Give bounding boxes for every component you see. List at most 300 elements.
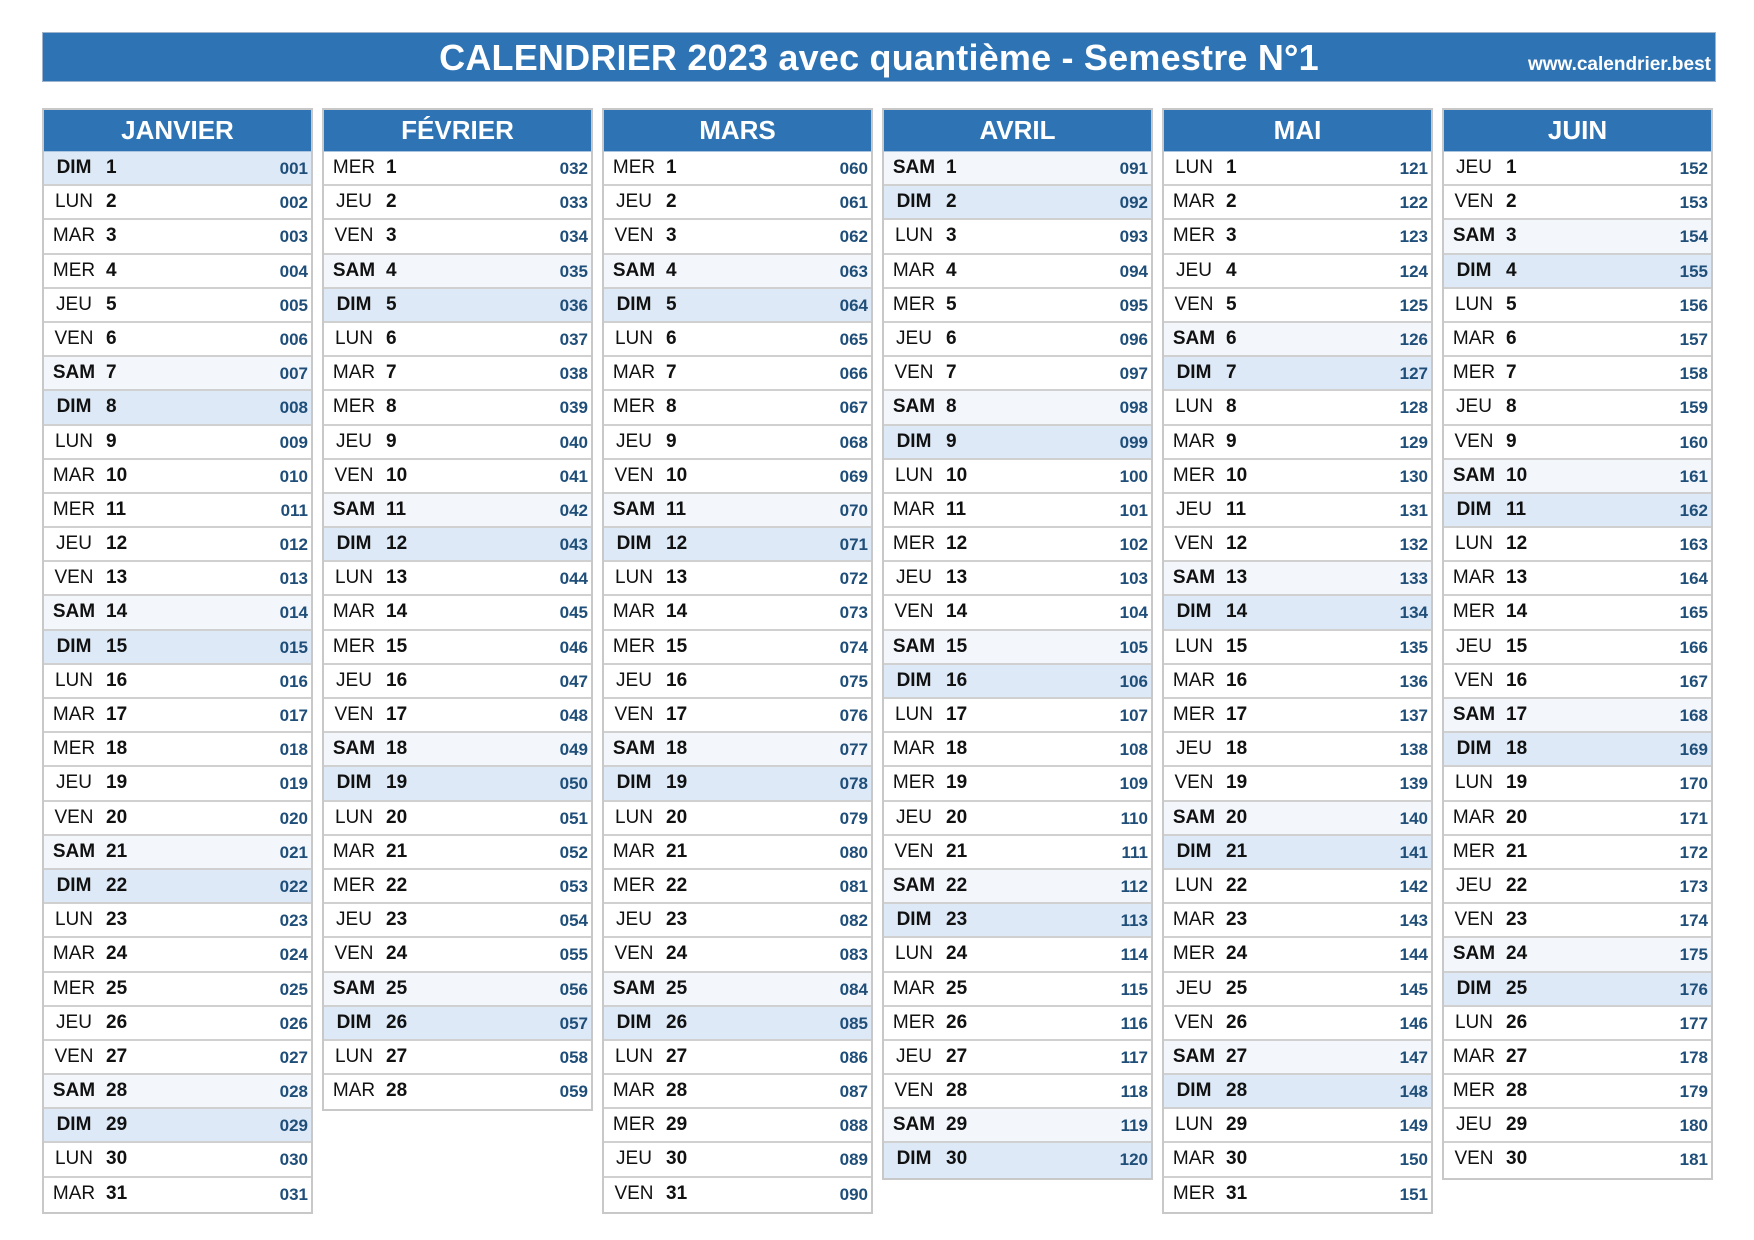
day-row — [1444, 426, 1711, 460]
quantieme-number: 047 — [559, 671, 588, 691]
weekday-label: JEU — [336, 430, 372, 452]
quantieme-number: 117 — [1120, 1047, 1148, 1067]
weekday-label: MER — [332, 635, 376, 657]
day-row — [44, 1041, 311, 1075]
quantieme-number: 180 — [1679, 1116, 1708, 1136]
day-number: 26 — [946, 1011, 968, 1033]
quantieme-number: 106 — [1119, 671, 1148, 691]
quantieme-number: 104 — [1119, 603, 1148, 623]
weekday-label: MAR — [612, 840, 656, 862]
day-row — [604, 220, 871, 254]
quantieme-number: 020 — [279, 808, 308, 828]
day-number: 19 — [1506, 772, 1528, 794]
weekday-label: LUN — [1454, 772, 1493, 794]
weekday-label: DIM — [56, 157, 92, 178]
weekday-label: DIM — [336, 1011, 372, 1033]
day-row — [604, 665, 871, 699]
weekday-label: JEU — [336, 909, 372, 931]
quantieme-number: 172 — [1679, 842, 1708, 862]
day-row — [324, 1007, 591, 1041]
day-row — [884, 870, 1151, 904]
weekday-label: SAM — [1172, 806, 1216, 828]
day-row — [1444, 562, 1711, 596]
day-row — [1444, 733, 1711, 767]
day-row — [604, 494, 871, 528]
day-number: 11 — [1226, 498, 1247, 520]
month-column-avril — [882, 108, 1153, 1180]
weekday-label: MAR — [1172, 191, 1216, 213]
quantieme-number: 137 — [1399, 706, 1428, 725]
weekday-label: VEN — [1454, 669, 1494, 691]
day-number: 13 — [666, 567, 688, 589]
day-list — [44, 152, 311, 1212]
quantieme-number: 091 — [1119, 159, 1148, 178]
day-number: 11 — [386, 498, 407, 520]
weekday-label: LUN — [894, 704, 933, 725]
quantieme-number: 061 — [839, 193, 868, 213]
weekday-label: MER — [52, 498, 96, 520]
weekday-label: MAR — [52, 943, 96, 965]
day-row — [1444, 836, 1711, 870]
quantieme-number: 004 — [279, 261, 308, 281]
quantieme-number: 018 — [279, 740, 308, 760]
day-row — [1444, 1041, 1711, 1075]
weekday-label: LUN — [54, 430, 93, 452]
day-row — [1444, 323, 1711, 357]
quantieme-number: 069 — [839, 466, 868, 486]
day-row — [604, 255, 871, 289]
quantieme-number: 011 — [280, 500, 308, 520]
day-number: 26 — [106, 1011, 128, 1033]
day-row — [44, 1007, 311, 1041]
day-row — [884, 699, 1151, 733]
day-number: 12 — [946, 533, 968, 555]
day-row — [44, 323, 311, 357]
weekday-label: MAR — [612, 362, 656, 384]
quantieme-number: 058 — [559, 1047, 588, 1067]
quantieme-number: 041 — [559, 466, 588, 486]
quantieme-number: 043 — [559, 535, 588, 555]
weekday-label: MER — [1172, 704, 1216, 725]
day-row — [604, 904, 871, 938]
day-number: 25 — [1226, 977, 1248, 999]
quantieme-number: 089 — [839, 1150, 868, 1170]
day-number: 27 — [386, 1045, 408, 1067]
day-number: 13 — [946, 567, 968, 589]
day-number: 15 — [1506, 635, 1528, 657]
weekday-label: MAR — [612, 601, 656, 623]
day-row — [884, 1041, 1151, 1075]
quantieme-number: 022 — [279, 876, 308, 896]
quantieme-number: 008 — [279, 398, 308, 418]
quantieme-number: 156 — [1679, 295, 1708, 315]
day-number: 1 — [1226, 157, 1237, 178]
quantieme-number: 070 — [839, 500, 868, 520]
weekday-label: VEN — [54, 806, 94, 828]
quantieme-number: 074 — [839, 637, 868, 657]
weekday-label: JEU — [896, 567, 932, 589]
weekday-label: LUN — [614, 327, 653, 349]
weekday-label: JEU — [896, 327, 932, 349]
quantieme-number: 157 — [1679, 329, 1708, 349]
quantieme-number: 095 — [1119, 295, 1148, 315]
day-row — [604, 1178, 871, 1212]
day-row — [44, 255, 311, 289]
weekday-label: MAR — [1452, 1045, 1496, 1067]
month-column-mars — [602, 108, 873, 1214]
quantieme-number: 076 — [839, 706, 868, 725]
weekday-label: SAM — [612, 259, 656, 281]
day-row — [324, 528, 591, 562]
weekday-label: DIM — [56, 396, 92, 418]
day-row — [324, 494, 591, 528]
weekday-label: MAR — [1172, 1148, 1216, 1170]
quantieme-number: 050 — [559, 774, 588, 794]
weekday-label: JEU — [56, 533, 92, 555]
weekday-label: DIM — [616, 293, 652, 315]
weekday-label: VEN — [1454, 430, 1494, 452]
day-number: 8 — [1226, 396, 1237, 418]
weekday-label: MER — [612, 396, 656, 418]
quantieme-number: 046 — [559, 637, 588, 657]
quantieme-number: 100 — [1119, 466, 1148, 486]
quantieme-number: 153 — [1679, 193, 1708, 213]
day-number: 30 — [106, 1148, 128, 1170]
weekday-label: SAM — [612, 977, 656, 999]
day-row — [884, 255, 1151, 289]
weekday-label: MER — [1172, 464, 1216, 486]
weekday-label: LUN — [54, 669, 93, 691]
weekday-label: JEU — [1456, 1114, 1492, 1136]
day-row — [44, 186, 311, 220]
day-row — [324, 699, 591, 733]
quantieme-number: 163 — [1679, 535, 1708, 555]
weekday-label: MAR — [52, 225, 96, 247]
day-row — [44, 596, 311, 630]
weekday-label: MER — [612, 157, 656, 178]
day-number: 8 — [386, 396, 397, 418]
day-row — [1164, 1041, 1431, 1075]
quantieme-number: 170 — [1679, 774, 1708, 794]
day-number: 3 — [386, 225, 397, 247]
day-row — [884, 460, 1151, 494]
day-row — [604, 357, 871, 391]
day-number: 2 — [946, 191, 957, 213]
weekday-label: MER — [52, 259, 96, 281]
day-row — [1444, 1007, 1711, 1041]
day-row — [44, 494, 311, 528]
day-row — [324, 1075, 591, 1109]
weekday-label: JEU — [1176, 738, 1212, 760]
day-row — [1164, 631, 1431, 665]
day-number: 6 — [666, 327, 677, 349]
day-number: 20 — [1226, 806, 1248, 828]
day-row — [884, 767, 1151, 801]
weekday-label: LUN — [334, 806, 373, 828]
day-number: 14 — [386, 601, 408, 623]
quantieme-number: 071 — [839, 535, 868, 555]
quantieme-number: 150 — [1399, 1150, 1428, 1170]
day-number: 12 — [1506, 533, 1528, 555]
day-number: 15 — [386, 635, 408, 657]
quantieme-number: 122 — [1399, 193, 1428, 213]
quantieme-number: 027 — [279, 1047, 308, 1067]
weekday-label: VEN — [894, 362, 934, 384]
quantieme-number: 111 — [1121, 842, 1148, 862]
weekday-label: VEN — [334, 225, 374, 247]
day-row — [1164, 802, 1431, 836]
day-list — [324, 152, 591, 1109]
day-number: 20 — [106, 806, 128, 828]
weekday-label: DIM — [896, 430, 932, 452]
quantieme-number: 118 — [1120, 1082, 1148, 1102]
day-number: 28 — [106, 1080, 128, 1102]
day-row — [324, 391, 591, 425]
day-number: 2 — [1506, 191, 1517, 213]
day-row — [1444, 255, 1711, 289]
weekday-label: LUN — [894, 464, 933, 486]
day-number: 28 — [1506, 1080, 1528, 1102]
day-row — [884, 289, 1151, 323]
day-row — [324, 802, 591, 836]
day-number: 18 — [946, 738, 968, 760]
quantieme-number: 083 — [839, 945, 868, 965]
day-row — [1164, 562, 1431, 596]
day-number: 5 — [666, 293, 677, 315]
day-row — [884, 1109, 1151, 1143]
day-row — [884, 904, 1151, 938]
weekday-label: JEU — [1456, 635, 1492, 657]
day-row — [884, 528, 1151, 562]
weekday-label: LUN — [1174, 396, 1213, 418]
quantieme-number: 067 — [839, 398, 868, 418]
weekday-label: MER — [332, 396, 376, 418]
weekday-label: MAR — [612, 1080, 656, 1102]
day-number: 7 — [666, 362, 677, 384]
day-row — [324, 870, 591, 904]
day-number: 10 — [946, 464, 968, 486]
quantieme-number: 030 — [279, 1150, 308, 1170]
quantieme-number: 007 — [279, 364, 308, 384]
day-number: 4 — [666, 259, 677, 281]
day-row — [324, 973, 591, 1007]
weekday-label: LUN — [334, 1045, 373, 1067]
day-row — [604, 426, 871, 460]
day-row — [604, 870, 871, 904]
quantieme-number: 093 — [1119, 227, 1148, 247]
day-number: 18 — [666, 738, 688, 760]
day-number: 30 — [946, 1148, 968, 1170]
day-row — [884, 973, 1151, 1007]
day-number: 3 — [666, 225, 677, 247]
day-row — [44, 528, 311, 562]
day-row — [1164, 391, 1431, 425]
quantieme-number: 138 — [1399, 740, 1428, 760]
quantieme-number: 162 — [1679, 500, 1708, 520]
quantieme-number: 159 — [1679, 398, 1708, 418]
day-number: 11 — [1506, 498, 1527, 520]
quantieme-number: 165 — [1679, 603, 1708, 623]
day-row — [604, 562, 871, 596]
quantieme-number: 177 — [1679, 1013, 1708, 1033]
day-number: 27 — [1506, 1045, 1528, 1067]
day-number: 21 — [386, 840, 408, 862]
day-row — [884, 733, 1151, 767]
quantieme-number: 144 — [1399, 945, 1428, 965]
day-number: 7 — [946, 362, 957, 384]
day-number: 20 — [386, 806, 408, 828]
day-row — [604, 767, 871, 801]
weekday-label: SAM — [1452, 464, 1496, 486]
month-column-fevrier — [322, 108, 593, 1111]
day-row — [44, 1075, 311, 1109]
day-row — [604, 699, 871, 733]
month-header: MARS — [604, 110, 871, 152]
day-number: 28 — [1226, 1080, 1248, 1102]
day-number: 28 — [946, 1080, 968, 1102]
quantieme-number: 115 — [1120, 979, 1148, 999]
day-row — [1444, 528, 1711, 562]
quantieme-number: 088 — [839, 1116, 868, 1136]
weekday-label: VEN — [1174, 1011, 1214, 1033]
day-row — [1164, 186, 1431, 220]
weekday-label: VEN — [1174, 533, 1214, 555]
day-row — [1444, 699, 1711, 733]
day-row — [884, 186, 1151, 220]
quantieme-number: 053 — [559, 876, 588, 896]
day-number: 24 — [1506, 943, 1528, 965]
day-row — [604, 1007, 871, 1041]
weekday-label: JEU — [896, 1045, 932, 1067]
day-row — [1444, 494, 1711, 528]
day-number: 19 — [1226, 772, 1248, 794]
weekday-label: JEU — [896, 806, 932, 828]
quantieme-number: 031 — [279, 1184, 308, 1204]
day-row — [1164, 938, 1431, 972]
quantieme-number: 065 — [839, 329, 868, 349]
weekday-label: LUN — [614, 1045, 653, 1067]
day-row — [44, 904, 311, 938]
month-header: AVRIL — [884, 110, 1151, 152]
day-row — [884, 1007, 1151, 1041]
weekday-label: SAM — [52, 840, 96, 862]
day-number: 17 — [946, 704, 968, 725]
weekday-label: SAM — [52, 601, 96, 623]
month-column-juin — [1442, 108, 1713, 1180]
weekday-label: MAR — [332, 601, 376, 623]
weekday-label: SAM — [52, 1080, 96, 1102]
weekday-label: SAM — [52, 362, 96, 384]
weekday-label: SAM — [1452, 225, 1496, 247]
day-number: 6 — [946, 327, 957, 349]
day-number: 18 — [106, 738, 128, 760]
quantieme-number: 044 — [559, 569, 588, 589]
day-row — [604, 802, 871, 836]
month-header: JANVIER — [44, 110, 311, 152]
day-row — [324, 733, 591, 767]
day-number: 17 — [1226, 704, 1248, 725]
day-row — [324, 665, 591, 699]
day-number: 8 — [1506, 396, 1517, 418]
quantieme-number: 114 — [1120, 945, 1148, 965]
weekday-label: DIM — [616, 772, 652, 794]
day-number: 15 — [106, 635, 128, 657]
weekday-label: VEN — [614, 1182, 654, 1204]
quantieme-number: 129 — [1399, 432, 1428, 452]
quantieme-number: 147 — [1399, 1047, 1428, 1067]
day-row — [1164, 973, 1431, 1007]
day-number: 23 — [1226, 909, 1248, 931]
day-number: 22 — [666, 874, 688, 896]
weekday-label: LUN — [54, 1148, 93, 1170]
quantieme-number: 101 — [1119, 500, 1148, 520]
weekday-label: DIM — [896, 909, 932, 931]
day-row — [884, 938, 1151, 972]
weekday-label: MAR — [52, 1182, 96, 1204]
weekday-label: MAR — [892, 977, 936, 999]
quantieme-number: 140 — [1399, 808, 1428, 828]
day-row — [1164, 836, 1431, 870]
day-row — [324, 836, 591, 870]
quantieme-number: 108 — [1119, 740, 1148, 760]
day-number: 11 — [666, 498, 687, 520]
quantieme-number: 119 — [1120, 1116, 1148, 1136]
weekday-label: LUN — [334, 567, 373, 589]
weekday-label: VEN — [614, 225, 654, 247]
day-number: 16 — [386, 669, 408, 691]
quantieme-number: 016 — [279, 671, 308, 691]
day-number: 7 — [106, 362, 117, 384]
quantieme-number: 033 — [559, 193, 588, 213]
quantieme-number: 064 — [839, 295, 868, 315]
quantieme-number: 029 — [279, 1116, 308, 1136]
quantieme-number: 028 — [279, 1082, 308, 1102]
quantieme-number: 094 — [1119, 261, 1148, 281]
quantieme-number: 006 — [279, 329, 308, 349]
weekday-label: VEN — [54, 327, 94, 349]
day-number: 6 — [1226, 327, 1237, 349]
weekday-label: MER — [1452, 601, 1496, 623]
day-number: 12 — [666, 533, 688, 555]
month-column-janvier — [42, 108, 313, 1214]
weekday-label: VEN — [334, 464, 374, 486]
quantieme-number: 077 — [839, 740, 868, 760]
weekday-label: JEU — [1456, 157, 1492, 178]
day-number: 6 — [1506, 327, 1517, 349]
quantieme-number: 059 — [559, 1082, 588, 1102]
quantieme-number: 132 — [1399, 535, 1428, 555]
day-number: 18 — [1226, 738, 1248, 760]
day-row — [44, 938, 311, 972]
day-number: 24 — [106, 943, 128, 965]
day-number: 10 — [1226, 464, 1248, 486]
weekday-label: LUN — [1174, 635, 1213, 657]
day-number: 31 — [666, 1182, 688, 1204]
day-row — [44, 357, 311, 391]
day-number: 25 — [946, 977, 968, 999]
weekday-label: JEU — [336, 669, 372, 691]
day-row — [324, 938, 591, 972]
day-row — [44, 836, 311, 870]
day-row — [1444, 1143, 1711, 1177]
day-number: 5 — [106, 293, 117, 315]
weekday-label: LUN — [1454, 293, 1493, 315]
day-number: 9 — [386, 430, 397, 452]
weekday-label: DIM — [56, 874, 92, 896]
weekday-label: JEU — [56, 293, 92, 315]
day-number: 16 — [666, 669, 688, 691]
quantieme-number: 045 — [559, 603, 588, 623]
